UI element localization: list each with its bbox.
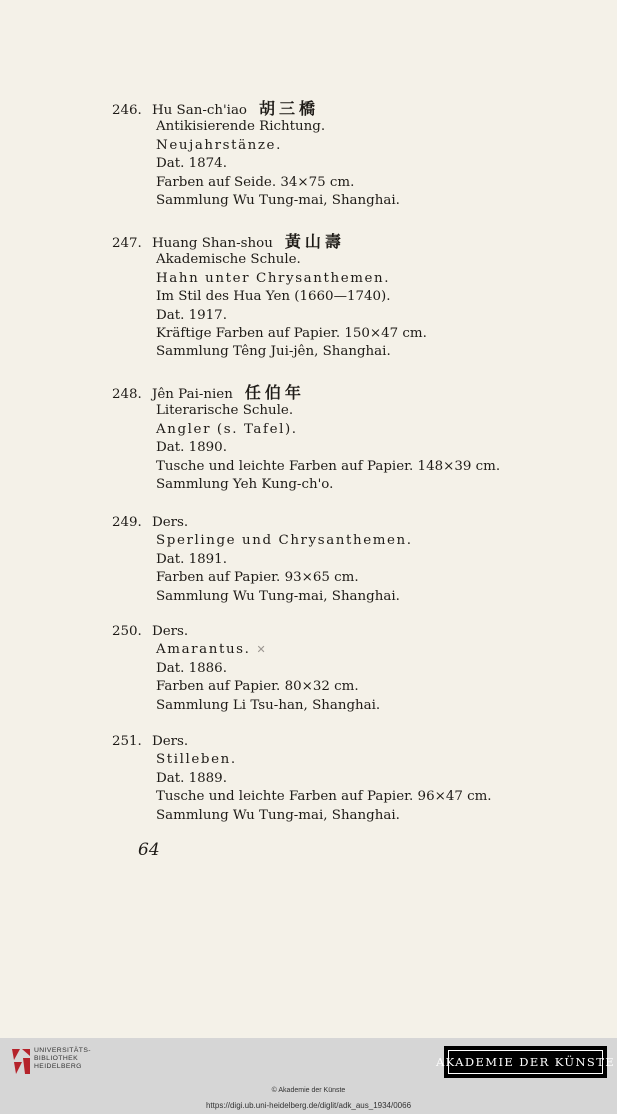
entry-line: Kräftige Farben auf Papier. 150×47 cm. [156, 325, 427, 341]
entry-heading [112, 384, 582, 402]
entry-heading [112, 100, 582, 118]
university-library-logo[interactable] [10, 1044, 130, 1084]
logo-line: UNIVERSITÄTS- [34, 1047, 91, 1054]
artist-name: Hu San-ch'iao [152, 103, 247, 118]
entry-heading [112, 623, 582, 641]
catalog-entry-248 [112, 384, 582, 494]
entry-line: Sammlung Wu Tung-mai, Shanghai. [156, 807, 400, 823]
entry-line: Sammlung Wu Tung-mai, Shanghai. [156, 192, 400, 208]
entry-heading [112, 233, 582, 251]
entry-line: Tusche und leichte Farben auf Papier. 148×39 cm. [156, 458, 501, 474]
permalink-url[interactable]: https://digi.ub.uni-heidelberg.de/diglit/adk_aus_1934/0066 [205, 1101, 412, 1110]
artist-name: Ders. [152, 624, 189, 639]
entry-line: Dat. 1874. [156, 156, 227, 172]
entry-title-text: Amarantus. [156, 642, 251, 658]
entry-line: Im Stil des Hua Yen (1660—1740). [156, 289, 391, 305]
entry-number: 250. [112, 624, 142, 639]
entry-number: 246. [112, 103, 142, 118]
entry-title: Hahn unter Chrysanthemen. [156, 270, 391, 286]
entry-line: Farben auf Seide. 34×75 cm. [156, 174, 355, 190]
catalog-entry-247 [112, 233, 582, 362]
entry-line: Farben auf Papier. 80×32 cm. [156, 679, 359, 695]
entry-line: Farben auf Papier. 93×65 cm. [156, 570, 359, 586]
akademie-logo-label: AKADEMIE DER KÜNSTE [448, 1050, 603, 1074]
catalog-entry-250 [112, 623, 582, 715]
entry-heading [112, 514, 582, 532]
logo-line: HEIDELBERG [34, 1063, 82, 1070]
entry-heading [112, 733, 582, 751]
entry-title: Stilleben. [156, 752, 237, 768]
entry-line: Sammlung Têng Jui-jên, Shanghai. [156, 344, 391, 360]
entry-line: Dat. 1886. [156, 660, 227, 676]
artist-name: Huang Shan-shou [152, 236, 273, 251]
pencil-mark: ✕ [256, 643, 268, 657]
entry-title: Angler (s. Tafel). [156, 421, 298, 437]
logo-line: BIBLIOTHEK [34, 1055, 79, 1062]
catalog-entry-246 [112, 100, 582, 210]
artist-name-chinese: 黃山壽 [284, 232, 345, 251]
entry-line: Sammlung Li Tsu-han, Shanghai. [156, 697, 381, 713]
entry-title: Sperlinge und Chrysanthemen. [156, 533, 413, 549]
library-logo-text [34, 1047, 91, 1071]
artist-name-chinese: 胡三橋 [259, 99, 320, 118]
entry-number: 249. [112, 515, 142, 530]
page-number: 64 [138, 840, 160, 860]
akademie-logo[interactable] [435, 1046, 616, 1078]
library-crest-icon [10, 1046, 32, 1076]
entry-line: Akademische Schule. [156, 252, 301, 268]
entry-number: 248. [112, 387, 142, 402]
copyright-notice: © Akademie der Künste [271, 1087, 346, 1094]
entry-line: Dat. 1891. [156, 551, 227, 567]
entry-line: Literarische Schule. [156, 403, 294, 419]
entry-number: 251. [112, 734, 142, 749]
entry-line: Dat. 1890. [156, 440, 227, 456]
artist-name: Ders. [152, 734, 189, 749]
entry-title [112, 641, 582, 659]
catalog-entry-251 [112, 733, 582, 825]
artist-name-chinese: 任伯年 [244, 383, 305, 402]
entry-line: Sammlung Wu Tung-mai, Shanghai. [156, 588, 400, 604]
entry-line: Antikisierende Richtung. [156, 119, 326, 135]
entry-line: Dat. 1889. [156, 770, 227, 786]
artist-name: Ders. [152, 515, 189, 530]
artist-name: Jên Pai-nien [152, 387, 233, 402]
entry-title: Neujahrstänze. [156, 137, 282, 153]
entry-line: Sammlung Yeh Kung-ch'o. [156, 476, 334, 492]
entry-line: Dat. 1917. [156, 307, 227, 323]
entry-line: Tusche und leichte Farben auf Papier. 96×47 cm. [156, 789, 492, 805]
catalog-entry-249 [112, 514, 582, 606]
entry-number: 247. [112, 236, 142, 251]
